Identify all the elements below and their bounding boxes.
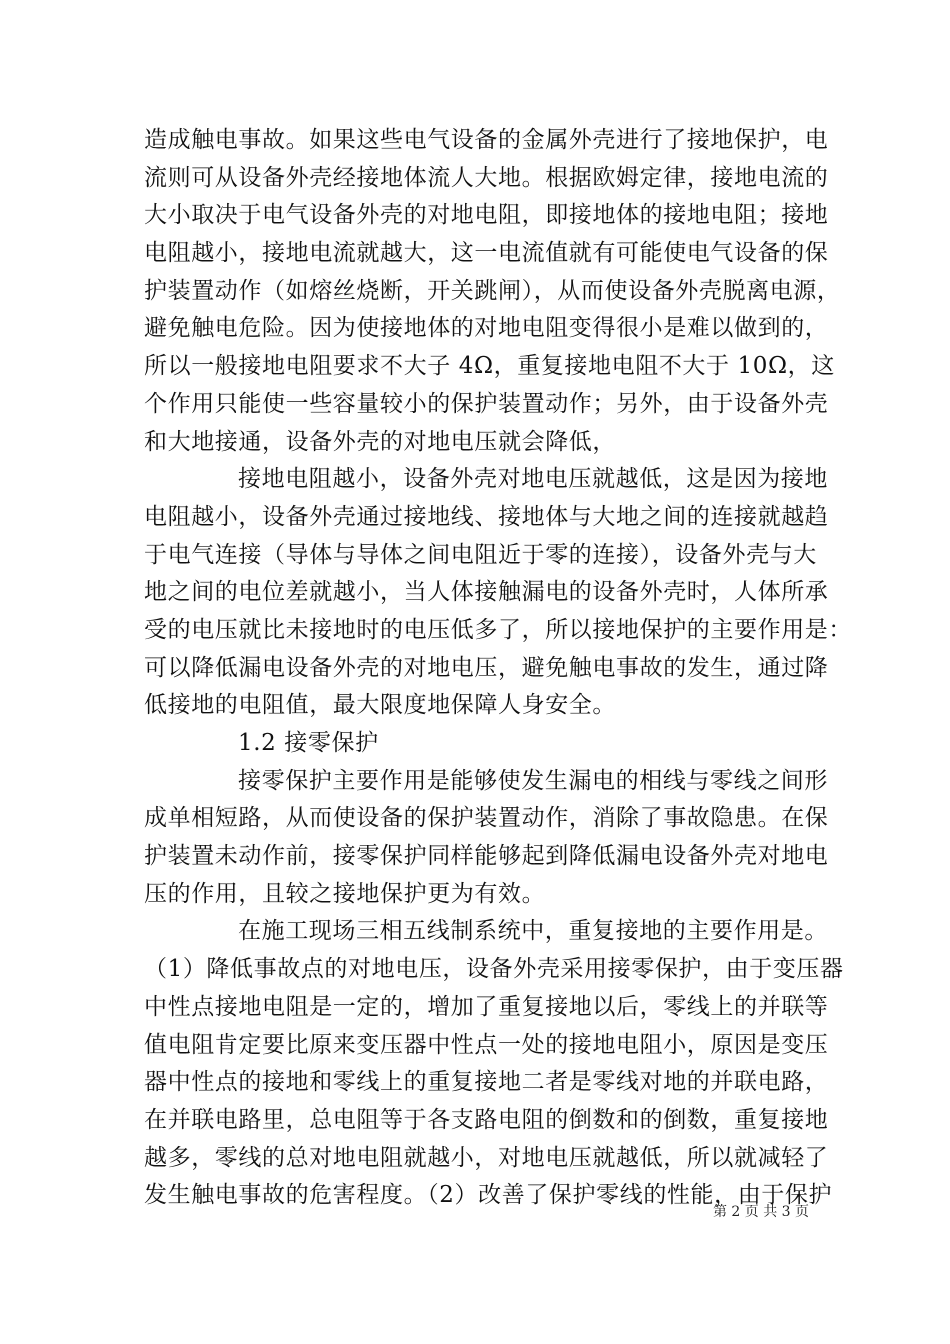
- text-line: 地之间的电位差就越小，当人体接触漏电的设备外壳时，人体所承: [144, 579, 829, 606]
- text-line: 发生触电事故的危害程度。（2）改善了保护零线的性能，由于保护: [144, 1182, 833, 1209]
- text-line: 于电气连接（导体与导体之间电阻近于零的连接），设备外壳与大: [144, 541, 817, 568]
- text-line: 1.2 接零保护: [238, 730, 379, 756]
- text-line: 所以一般接地电阻要求不大子 4Ω，重复接地电阻不大于 10Ω，这: [144, 353, 835, 380]
- text-line: 接地电阻越小，设备外壳对地电压就越低，这是因为接地: [238, 466, 828, 493]
- text-line: 避免触电危险。因为使接地体的对地电阻变得很小是难以做到的，: [144, 315, 829, 342]
- text-line: 值电阻肯定要比原来变压器中性点一处的接地电阻小，原因是变压: [144, 1031, 829, 1058]
- text-line: 接零保护主要作用是能够使发生漏电的相线与零线之间形: [238, 767, 828, 794]
- text-line: 成单相短路，从而使设备的保护装置动作，消除了事故隐患。在保: [144, 805, 829, 832]
- text-line: 电阻越小，设备外壳通过接地线、接地体与大地之间的连接就越趋: [144, 503, 829, 530]
- text-line: 大小取决于电气设备外壳的对地电阻，即接地体的接地电阻；接地: [144, 202, 829, 229]
- text-line: 中性点接地电阻是一定的，增加了重复接地以后，零线上的并联等: [144, 993, 829, 1020]
- text-line: （1）降低事故点的对地电压，设备外壳采用接零保护，由于变压器: [144, 956, 844, 983]
- text-line: 在施工现场三相五线制系统中，重复接地的主要作用是。: [238, 918, 828, 945]
- page-footer: [0, 1203, 950, 1221]
- text-line: 造成触电事故。如果这些电气设备的金属外壳进行了接地保护，电: [144, 127, 829, 153]
- text-line: 越多，零线的总对地电阻就越小，对地电压就越低，所以就减轻了: [144, 1144, 829, 1171]
- text-line: 和大地接通，设备外壳的对地电压就会降低，: [144, 428, 616, 455]
- page-number: 第 2 页 共 3 页: [712, 1204, 810, 1220]
- text-line: 低接地的电阻值，最大限度地保障人身安全。: [144, 692, 616, 719]
- text-line: 器中性点的接地和零线上的重复接地二者是零线对地的并联电路，: [144, 1069, 829, 1096]
- text-line: 受的电压就比未接地时的电压低多了，所以接地保护的主要作用是：: [144, 616, 852, 643]
- text-line: 护装置动作（如熔丝烧断，开关跳闸），从而使设备外壳脱离电源，: [144, 277, 841, 304]
- document-body: [144, 122, 852, 1215]
- text-line: 电阻越小，接地电流就越大，这一电流值就有可能使电气设备的保: [144, 240, 829, 267]
- text-line: 流则可从设备外壳经接地体流人大地。根据欧姆定律，接地电流的: [144, 164, 829, 191]
- text-line: 在并联电路里，总电阻等于各支路电阻的倒数和的倒数，重复接地: [144, 1106, 829, 1133]
- text-line: 压的作用，且较之接地保护更为有效。: [144, 880, 546, 907]
- text-line: 可以降低漏电设备外壳的对地电压，避免触电事故的发生，通过降: [144, 654, 829, 681]
- text-line: 个作用只能使一些容量较小的保护装置动作；另外，由于设备外壳: [144, 390, 829, 417]
- text-line: 护装置未动作前，接零保护同样能够起到降低漏电设备外壳对地电: [144, 843, 829, 870]
